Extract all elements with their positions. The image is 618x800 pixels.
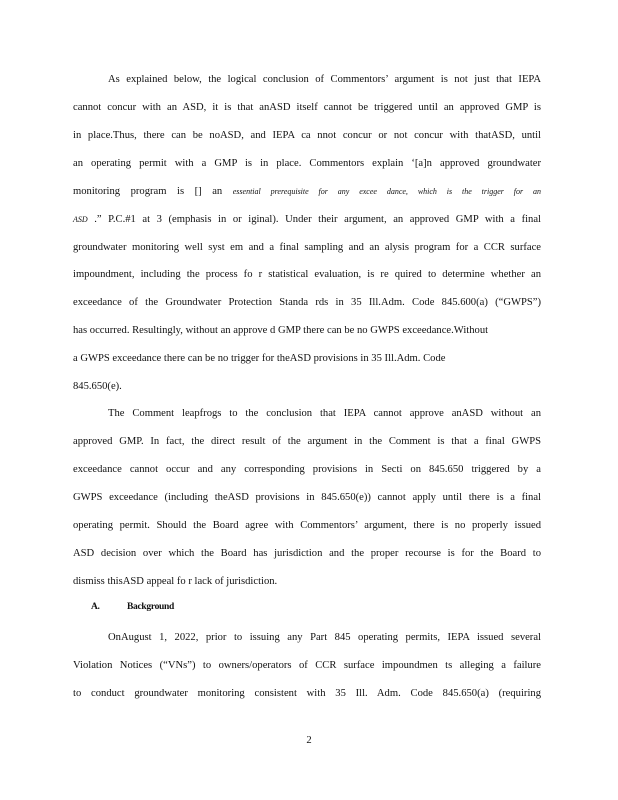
line-5-emphasis: essential prerequisite for any excee dance, which is the trigger for an [232,187,541,196]
paragraph-1-line-8: impoundment, including the process fo r statistical evaluation, is re quired to determine whether an [73,269,541,280]
paragraph-1-line-4: an operating permit with a GMP is in place. Commentors explain ‘[a]n approved groundwater [73,158,541,169]
paragraph-1-line-2: cannot concur with an ASD, it is that anASD itself cannot be triggered until an approved GMP is [73,102,541,113]
line-5-text: monitoring program is [] an [73,186,223,197]
paragraph-1-line-1: As explained below, the logical conclusion of Commentors’ argument is not just that IEPA [108,74,541,85]
paragraph-1-line-10: has occurred. Resultingly, without an approve d GMP there can be no GWPS exceedance.Without [73,325,489,336]
line-6-emphasis: ASD [73,215,88,224]
paragraph-2-line-3: exceedance cannot occur and any corresponding provisions in Secti on 845.650 triggered by a [73,464,541,475]
paragraph-1-line-5 [73,185,541,199]
paragraph-1-line-6 [73,213,541,227]
paragraph-1-line-12: 845.650(e). [73,381,122,392]
paragraph-1-line-9: exceedance of the Groundwater Protection Standa rds in 35 Ill.Adm. Code 845.600(a) (“GWPS”) [73,297,541,308]
paragraph-3-line-1: OnAugust 1, 2022, prior to issuing any Part 845 operating permits, IEPA issued several [108,632,541,643]
paragraph-1-line-11: a GWPS exceedance there can be no trigger for theASD provisions in 35 Ill.Adm. Code [73,353,446,364]
paragraph-2-line-5: operating permit. Should the Board agree with Commentors’ argument, there is no properly issued [73,520,541,531]
paragraph-3-line-3: to conduct groundwater monitoring consistent with 35 Ill. Adm. Code 845.650(a) (requiring [73,688,541,699]
section-heading-number: A. [91,602,100,612]
page-number: 2 [306,735,312,746]
paragraph-2-line-2: approved GMP. In fact, the direct result of the argument in the Comment is that a final GWPS [73,436,541,447]
paragraph-3-line-2: Violation Notices (“VNs”) to owners/operators of CCR surface impoundmen ts alleging a failure [73,660,541,671]
paragraph-2-line-7: dismiss thisASD appeal fo r lack of jurisdiction. [73,576,278,587]
paragraph-2-line-4: GWPS exceedance (including theASD provisions in 845.650(e)) cannot apply until there is a final [73,492,541,503]
line-6-text: .” P.C.#1 at 3 (emphasis in or iginal). Under their argument, an approved GMP with a final [94,214,541,225]
paragraph-2-line-6: ASD decision over which the Board has jurisdiction and the proper recourse is for the Board to [73,548,541,559]
paragraph-1-line-3: in place.Thus, there can be noASD, and IEPA ca nnot concur or not concur with thatASD, until [73,130,541,141]
paragraph-2-line-1: The Comment leapfrogs to the conclusion that IEPA cannot approve anASD without an [108,408,541,419]
paragraph-1-line-7: groundwater monitoring well syst em and a final sampling and an alysis program for a CCR surface [73,242,541,253]
section-heading-title: Background [127,602,174,612]
